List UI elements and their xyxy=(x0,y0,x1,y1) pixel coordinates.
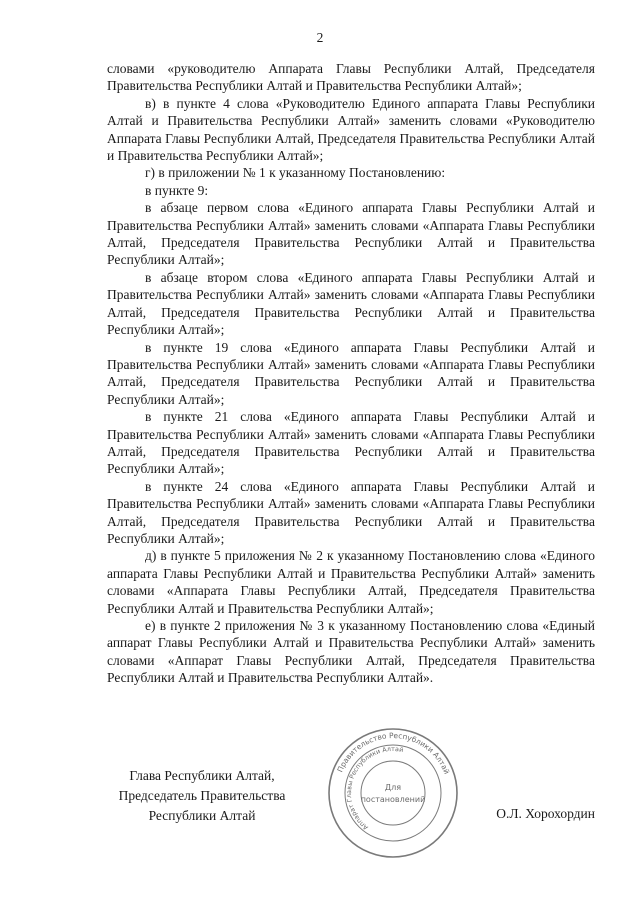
signatory-title-line: Республики Алтай xyxy=(148,808,256,823)
paragraph: словами «руководителю Аппарата Главы Республики Алтай, Председателя Правительства Республики Алтай и Правительства Республики Алтай»; xyxy=(107,61,595,94)
paragraph: г) в приложении № 1 к указанному Постановлению: xyxy=(145,165,446,181)
document-body xyxy=(107,60,595,687)
paragraph: в пункте 21 слова «Единого аппарата Главы Республики Алтай и Правительства Республики Алтай» заменить словами «Аппарата Главы Республики Алтай, Председателя Правительства Республики Алтай и Правительства Республики Алтай»; xyxy=(107,409,595,477)
paragraph: в пункте 24 слова «Единого аппарата Главы Республики Алтай и Правительства Республики Алтай» заменить словами «Аппарата Главы Республики Алтай, Председателя Правительства Республики Алтай и Правительства Республики Алтай»; xyxy=(107,478,595,546)
signatory-title-line: Глава Республики Алтай, xyxy=(129,768,275,783)
paragraph: в пункте 9: xyxy=(145,182,209,198)
signatory-title-line: Председатель Правительства xyxy=(118,788,286,803)
paragraph: в) в пункте 4 слова «Руководителю Единого аппарата Главы Республики Алтай и Правительства Республики Алтай» заменить словами «Руководителю Аппарата Главы Республики Алтай, Председателя Правительства Республики Алтай и Правительства Республики Алтай»; xyxy=(107,95,595,164)
signatory-title xyxy=(107,766,297,826)
paragraph: е) в пункте 2 приложения № 3 к указанному Постановлению слова «Единый аппарат Главы Республики Алтай и Правительства Республики Алтай» заменить словами «Аппарат Главы Республики Алтай, Председателя Правительства Республики Алтай и Правительства Республики Алтай». xyxy=(107,618,595,686)
seal-inner-text: Аппарат Главы Республики Алтай xyxy=(345,744,405,832)
seal-outer-text: Правительство Республики Алтай xyxy=(335,730,452,776)
paragraph: в абзаце втором слова «Единого аппарата Главы Республики Алтай и Правительства Республики Алтай» заменить словами «Аппарата Главы Республики Алтай, Председателя Правительства Республики Алтай и Правительства Республики Алтай»; xyxy=(107,269,595,338)
paragraph: в абзаце первом слова «Единого аппарата Главы Республики Алтай и Правительства Республики Алтай» заменить словами «Аппарата Главы Республики Алтай, Председателя Правительства Республики Алтай и Правительства Республики Алтай»; xyxy=(107,200,595,268)
seal-center-line: постановлений xyxy=(360,795,426,804)
paragraph: д) в пункте 5 приложения № 2 к указанному Постановлению слова «Единого аппарата Главы Республики Алтай и Правительства Республики Алтай» заменить словами «Аппарата Главы Республики Алтай, Председателя Правительства Республики Алтай и Правительства Республики Алтай»; xyxy=(107,548,595,616)
paragraph: в пункте 19 слова «Единого аппарата Главы Республики Алтай и Правительства Республики Алтай» заменить словами «Аппарата Главы Республики Алтай, Председателя Правительства Республики Алтай и Правительства Республики Алтай»; xyxy=(107,339,595,407)
seal-inner-ring xyxy=(361,761,425,825)
page-number: 2 xyxy=(316,30,324,45)
official-seal-stamp xyxy=(325,725,461,861)
seal-center-line: Для xyxy=(384,783,402,792)
signer-name: О.Л. Хорохордин xyxy=(496,806,595,821)
